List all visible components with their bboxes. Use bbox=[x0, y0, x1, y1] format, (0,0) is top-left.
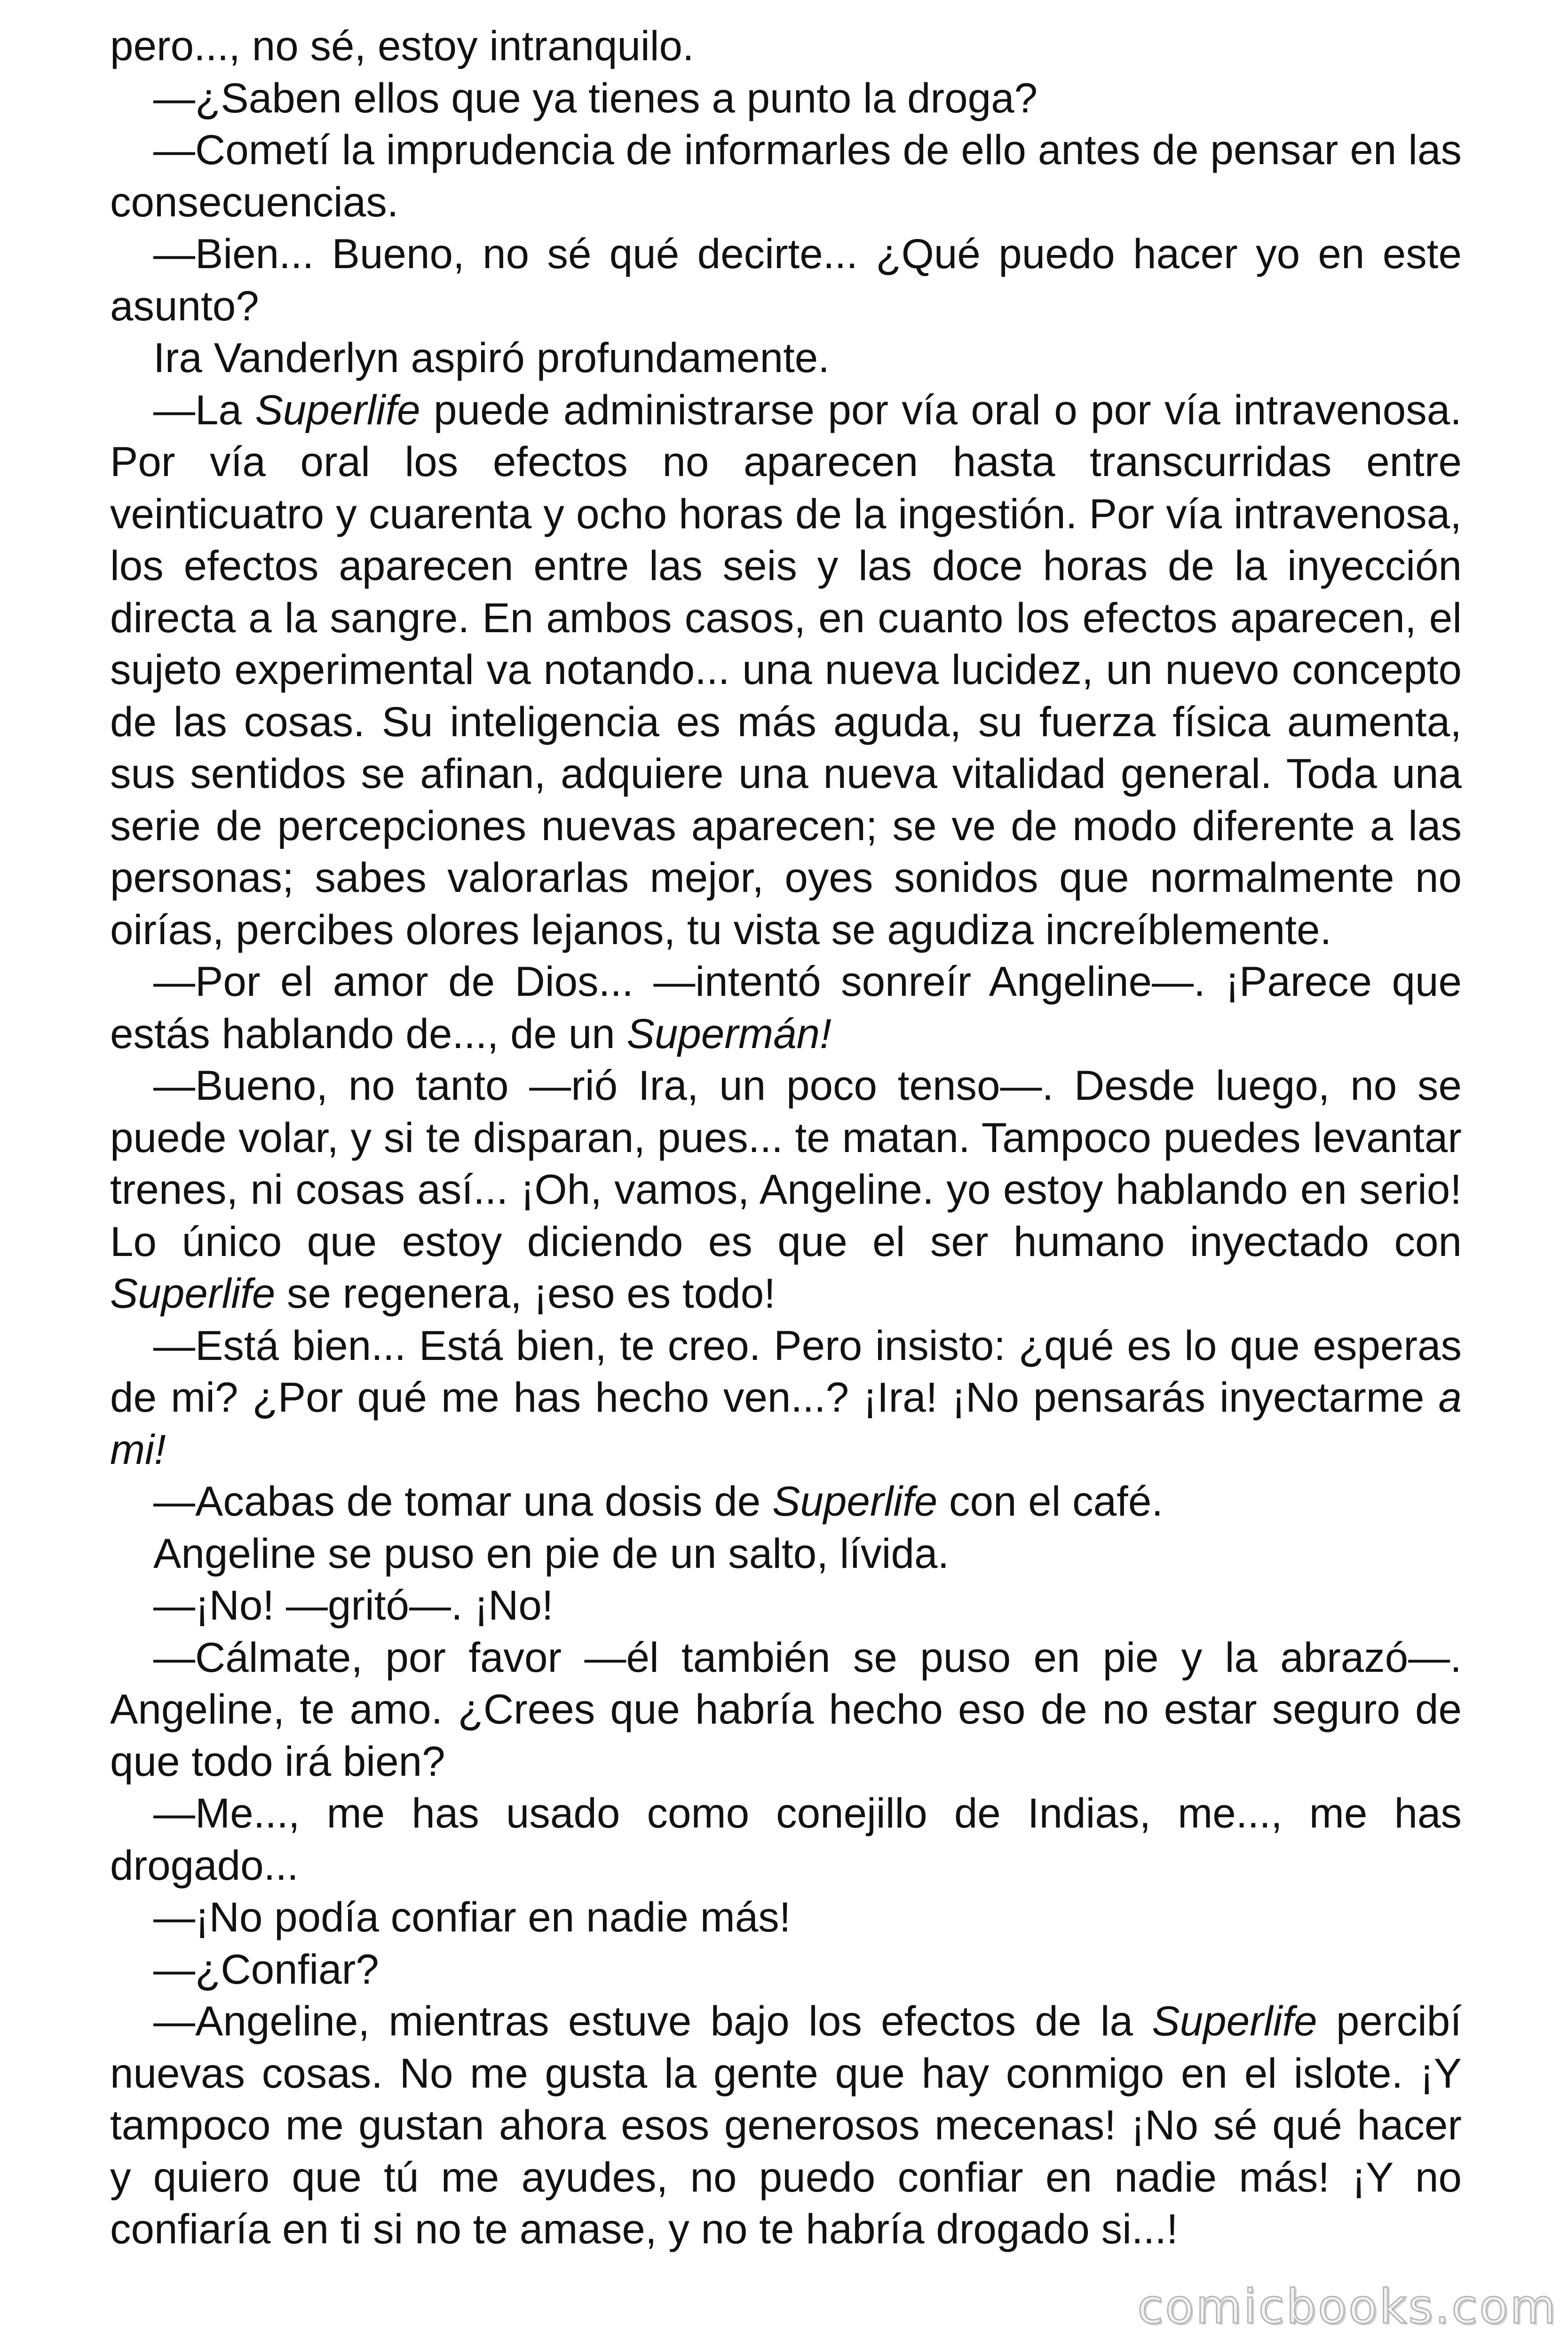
text-run: pero..., no sé, estoy intranquilo. bbox=[110, 22, 694, 69]
paragraph bbox=[110, 124, 1462, 228]
text-run: percibí nuevas cosas. No me gusta la gente que hay conmigo en el islote. ¡Y tampoco me gustan ahora esos generosos mecenas! ¡No sé qué hacer y quiero que tú me ayudes, no puedo confiar en nadie más! ¡Y no confiaría en ti si no te amase, y no te habría drogado si...! bbox=[110, 1997, 1462, 2252]
paragraph bbox=[110, 1891, 1462, 1943]
text-run: —Acabas de tomar una dosis de bbox=[153, 1478, 772, 1525]
italic-text-run: Supermán! bbox=[626, 1009, 832, 1057]
text-run: Ira Vanderlyn aspiró profundamente. bbox=[153, 334, 830, 381]
italic-text-run: Superlife bbox=[772, 1478, 938, 1525]
page-text-body bbox=[110, 20, 1462, 2255]
paragraph bbox=[110, 384, 1462, 956]
text-run: —¡No! —gritó—. ¡No! bbox=[153, 1581, 554, 1629]
text-run: se regenera, ¡eso es todo! bbox=[275, 1270, 776, 1317]
text-run: —Cálmate, por favor —él también se puso en pie y la abrazó—. Angeline, te amo. ¿Crees que habría hecho eso de no estar seguro de que todo irá bien? bbox=[110, 1633, 1462, 1785]
text-run: —¡No podía confiar en nadie más! bbox=[153, 1893, 791, 1940]
text-run: con el café. bbox=[937, 1478, 1164, 1525]
text-run: —Angeline, mientras estuve bajo los efectos de la bbox=[153, 1997, 1152, 2044]
text-run: —La bbox=[153, 386, 255, 433]
paragraph bbox=[110, 332, 1462, 384]
paragraph bbox=[110, 1319, 1462, 1476]
paragraph bbox=[110, 1943, 1462, 1995]
text-run: —Bueno, no tanto —rió Ira, un poco tenso—. Desde luego, no se puede volar, y si te disparan, pues... te matan. Tampoco puedes levantar trenes, ni cosas así... ¡Oh, vamos, Angeline. yo estoy hablando en serio! Lo único que estoy diciendo es que el ser humano inyectado con bbox=[110, 1062, 1462, 1265]
paragraph bbox=[110, 955, 1462, 1059]
paragraph bbox=[110, 1631, 1462, 1788]
paragraph bbox=[110, 1579, 1462, 1631]
italic-text-run: a mi! bbox=[110, 1374, 1462, 1473]
text-run: Angeline se puso en pie de un salto, lívida. bbox=[153, 1529, 950, 1577]
text-run: —Está bien... Está bien, te creo. Pero insisto: ¿qué es lo que esperas de mi? ¿Por qué me has hecho ven...? ¡Ira! ¡No pensarás inyectarme bbox=[110, 1321, 1462, 1421]
text-run: —Por el amor de Dios... —intentó sonreír Angeline—. ¡Parece que estás hablando de..., de un bbox=[110, 958, 1462, 1057]
text-run: —Bien... Bueno, no sé qué decirte... ¿Qué puedo hacer yo en este asunto? bbox=[110, 230, 1462, 329]
watermark-logo: comicbooks.com bbox=[1137, 2279, 1558, 2334]
text-run: —Cometí la imprudencia de informarles de ello antes de pensar en las consecuencias. bbox=[110, 126, 1462, 225]
italic-text-run: Superlife bbox=[1152, 1997, 1317, 2044]
paragraph bbox=[110, 1995, 1462, 2255]
paragraph bbox=[110, 228, 1462, 332]
paragraph bbox=[110, 72, 1462, 124]
paragraph bbox=[110, 1475, 1462, 1527]
italic-text-run: Superlife bbox=[110, 1270, 276, 1317]
text-run: —Me..., me has usado como conejillo de Indias, me..., me has drogado... bbox=[110, 1789, 1462, 1889]
paragraph bbox=[110, 20, 1462, 72]
paragraph bbox=[110, 1787, 1462, 1891]
text-run: —¿Saben ellos que ya tienes a punto la droga? bbox=[153, 74, 1038, 121]
italic-text-run: Superlife bbox=[255, 386, 420, 433]
text-run: puede administrarse por vía oral o por vía intravenosa. Por vía oral los efectos no aparecen hasta transcurridas entre veinticuatro y cuarenta y ocho horas de la ingestión. Por vía intravenosa, los efectos aparecen entre las seis y las doce horas de la inyección directa a la sangre. En ambos casos, en cuanto los efectos aparecen, el sujeto experimental va notando... una nueva lucidez, un nuevo concepto de las cosas. Su inteligencia es más aguda, su fuerza física aumenta, sus sentidos se afinan, adquiere una nueva vitalidad general. Toda una serie de percepciones nuevas aparecen; se ve de modo diferente a las personas; sabes valorarlas mejor, oyes sonidos que normalmente no oirías, percibes olores lejanos, tu vista se agudiza increíblemente. bbox=[110, 386, 1462, 953]
paragraph bbox=[110, 1059, 1462, 1319]
paragraph bbox=[110, 1527, 1462, 1580]
text-run: —¿Confiar? bbox=[153, 1945, 379, 1993]
